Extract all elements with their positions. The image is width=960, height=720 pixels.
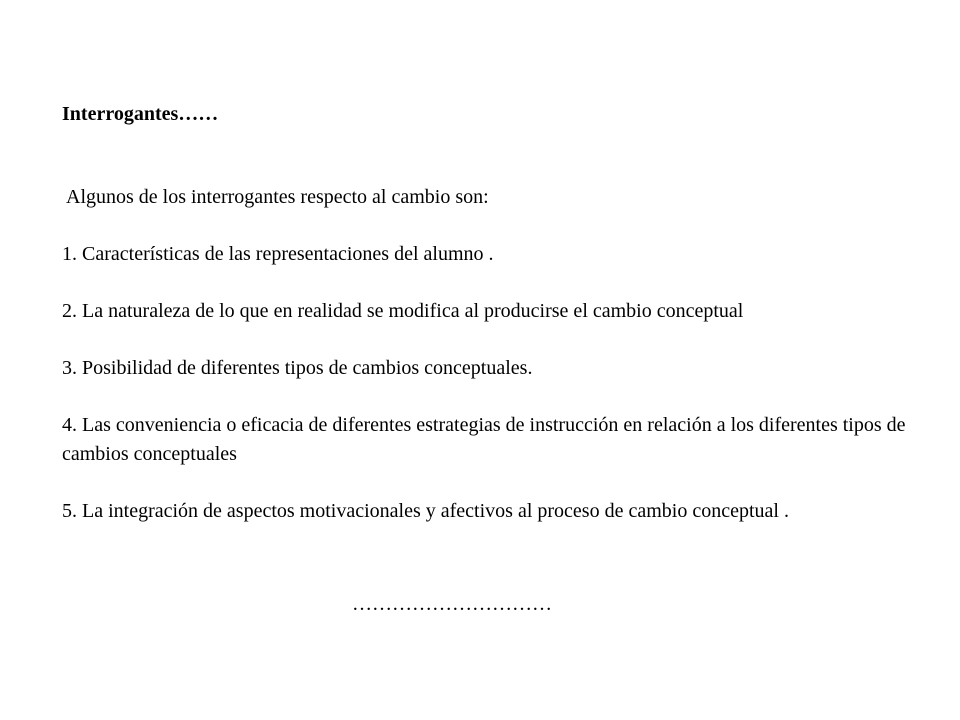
list-item: 5. La integración de aspectos motivacionales y afectivos al proceso de cambio conceptual . (62, 500, 789, 522)
list-item: 1. Características de las representaciones del alumno . (62, 243, 494, 265)
list-item: 4. Las conveniencia o eficacia de diferentes estrategias de instrucción en relación a los diferentes tipos de cambios conceptuales (62, 414, 906, 465)
list-item: 3. Posibilidad de diferentes tipos de cambios conceptuales. (62, 357, 533, 379)
slide-body (62, 183, 922, 554)
closing-ellipsis: ………………………… (352, 593, 552, 615)
slide-heading: Interrogantes…… (62, 103, 219, 125)
intro-text: Algunos de los interrogantes respecto al cambio son: (66, 186, 489, 208)
list-item: 2. La naturaleza de lo que en realidad se modifica al producirse el cambio conceptual (62, 300, 744, 322)
